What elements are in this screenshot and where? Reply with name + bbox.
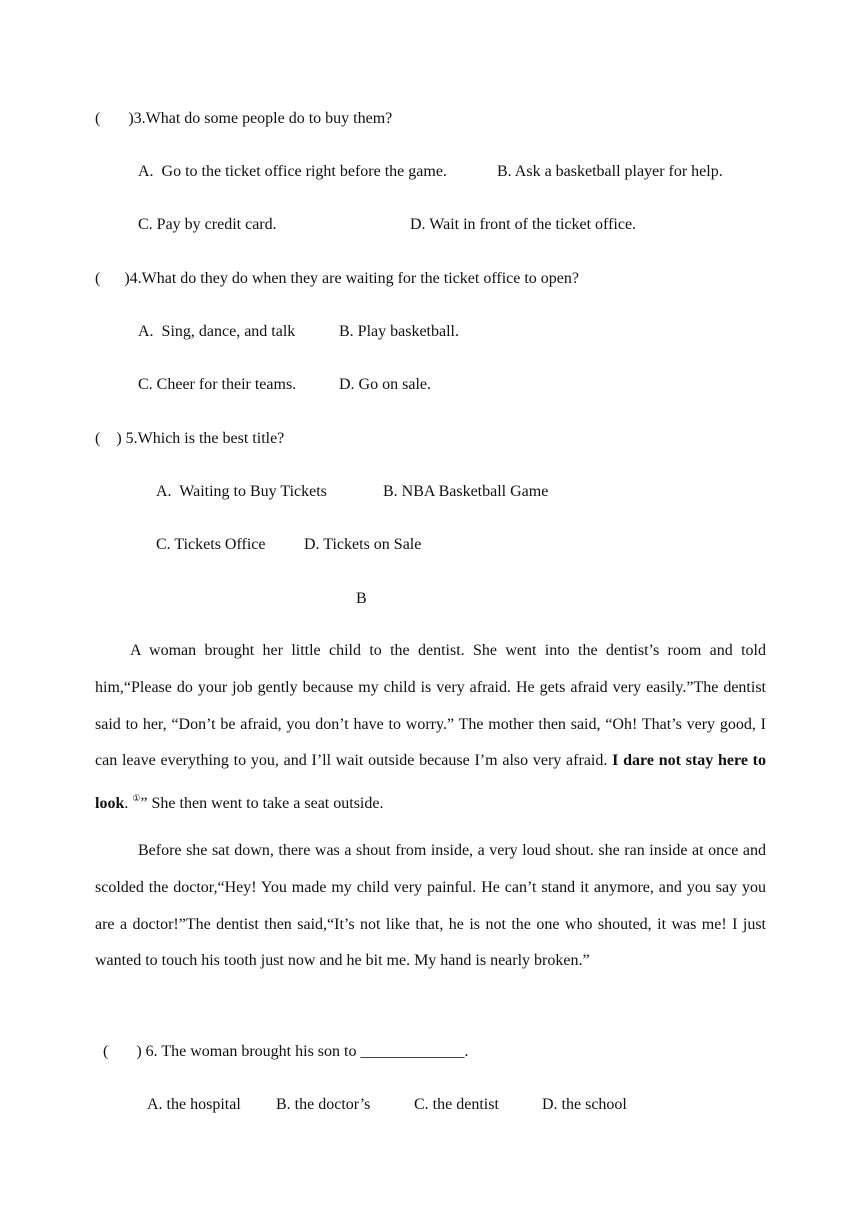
question-6-option-c: C. the dentist xyxy=(414,1096,499,1113)
question-5-option-b: B. NBA Basketball Game xyxy=(383,483,549,500)
question-5-option-c: C. Tickets Office xyxy=(156,536,266,553)
passage-paragraph-2: Before she sat down, there was a shout from inside, a very loud shout. she ran inside at once and scolded the doctor,“Hey! You made my child very painful. He can’t stand it anymore, and you say you are a doctor!”The dentist then said,“It’s not like that, he is not the one who shouted, it was me! I just wanted to touch his tooth just now and he bit me. My hand is nearly broken.” xyxy=(95,842,766,970)
question-4-stem: ( )4.What do they do when they are waiting for the ticket office to open? xyxy=(95,270,579,287)
question-3-option-c: C. Pay by credit card. xyxy=(138,216,277,233)
question-3-option-b: B. Ask a basketball player for help. xyxy=(497,163,723,180)
question-6-option-d: D. the school xyxy=(542,1096,627,1113)
question-3-option-a: A. Go to the ticket office right before the game. xyxy=(138,163,447,180)
question-4-option-c: C. Cheer for their teams. xyxy=(138,376,297,393)
passage-paragraph-1 xyxy=(95,633,766,823)
question-4-option-d: D. Go on sale. xyxy=(339,376,431,393)
passage-p1-period: . xyxy=(124,795,129,813)
question-6-stem: ( ) 6. The woman brought his son to _____________. xyxy=(103,1043,469,1060)
question-5-stem: ( ) 5.Which is the best title? xyxy=(95,430,285,447)
question-6-option-b: B. the doctor’s xyxy=(276,1096,371,1113)
footnote-marker: ① xyxy=(132,793,141,804)
question-5-option-a: A. Waiting to Buy Tickets xyxy=(156,483,327,500)
passage-p1-ending: ” She then went to take a seat outside. xyxy=(140,795,384,813)
question-4-option-a: A. Sing, dance, and talk xyxy=(138,323,296,340)
passage-p1-bold-phrase: I dare not stay here to look xyxy=(95,752,767,813)
question-4-option-b: B. Play basketball. xyxy=(339,323,459,340)
question-6-option-a: A. the hospital xyxy=(147,1096,241,1113)
passage-p1-text: A woman brought her little child to the dentist. She went into the dentist’s room and told him,“Please do your job gently because my child is very afraid. He gets afraid very easily.”The dentist said to her, “Don’t be afraid, you don’t have to worry.” The mother then said, “Oh! That’s very good, I can leave everything to you, and I’ll wait outside because I’m also very afraid. xyxy=(95,642,766,770)
question-3-stem: ( )3.What do some people do to buy them? xyxy=(95,110,393,127)
question-3-option-d: D. Wait in front of the ticket office. xyxy=(410,216,637,233)
question-5-option-d: D. Tickets on Sale xyxy=(304,536,422,553)
section-label: B xyxy=(356,590,367,607)
